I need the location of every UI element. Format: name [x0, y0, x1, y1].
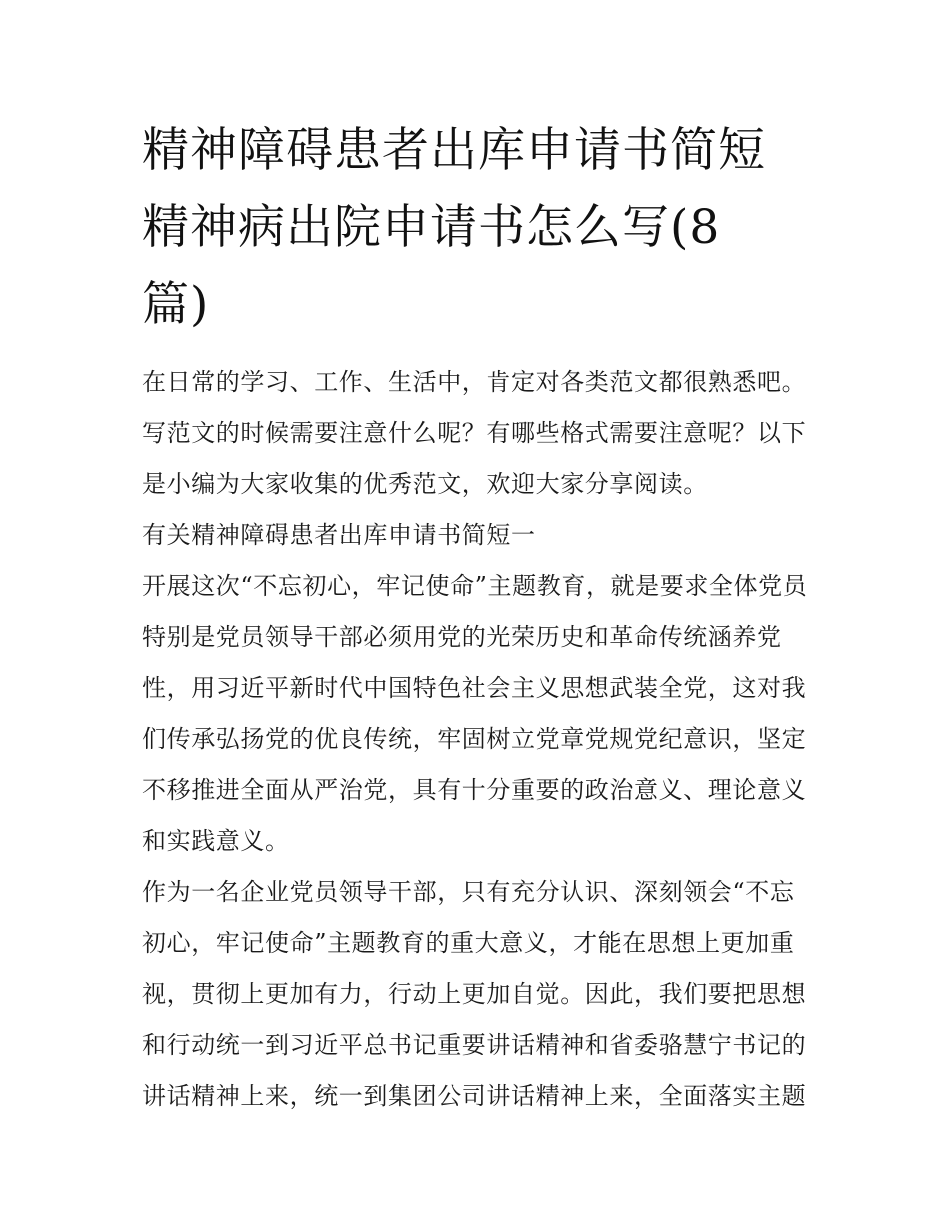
text-line: 作为一名企业党员领导干部，只有充分认识、深刻领会“不忘 — [142, 878, 795, 906]
text-line: 视，贯彻上更加有力，行动上更加自觉。因此，我们要把思想 — [142, 980, 807, 1008]
text-line: 开展这次“不忘初心，牢记使命”主题教育，就是要求全体党员 — [142, 572, 808, 600]
intro-paragraph — [142, 357, 822, 510]
text-line: 在日常的学习、工作、生活中，肯定对各类范文都很熟悉吧。 — [142, 368, 807, 396]
text-line: 不移推进全面从严治党，具有十分重要的政治意义、理论意义 — [142, 776, 807, 804]
body-paragraph — [142, 867, 822, 1122]
document-title — [142, 112, 822, 343]
text-line: 是小编为大家收集的优秀范文，欢迎大家分享阅读。 — [142, 470, 708, 498]
text-line: 和实践意义。 — [142, 827, 290, 855]
body-paragraph — [142, 561, 822, 867]
section-heading — [142, 510, 822, 561]
title-line — [142, 189, 822, 266]
document-body — [142, 112, 822, 1122]
title-line: 篇) — [142, 277, 210, 332]
text-line: 们传承弘扬党的优良传统，牢固树立党章党规党纪意识，坚定 — [142, 725, 807, 753]
text-line: 讲话精神上来，统一到集团公司讲话精神上来，全面落实主题 — [142, 1082, 807, 1110]
text-line: 和行动统一到习近平总书记重要讲话精神和省委骆慧宁书记的 — [142, 1031, 807, 1059]
title-line: 精神障碍患者出库申请书简短 — [142, 123, 766, 178]
title-line-text: 精神病出院申请书怎么写(8 — [142, 200, 721, 255]
text-line: 有关精神障碍患者出库申请书简短一 — [142, 521, 536, 549]
text-line: 性，用习近平新时代中国特色社会主义思想武装全党，这对我 — [142, 674, 807, 702]
text-line: 写范文的时候需要注意什么呢？有哪些格式需要注意呢？以下 — [142, 419, 807, 447]
text-line: 初心，牢记使命”主题教育的重大意义，才能在思想上更加重 — [142, 929, 795, 957]
text-line: 特别是党员领导干部必须用党的光荣历史和革命传统涵养党 — [142, 623, 782, 651]
